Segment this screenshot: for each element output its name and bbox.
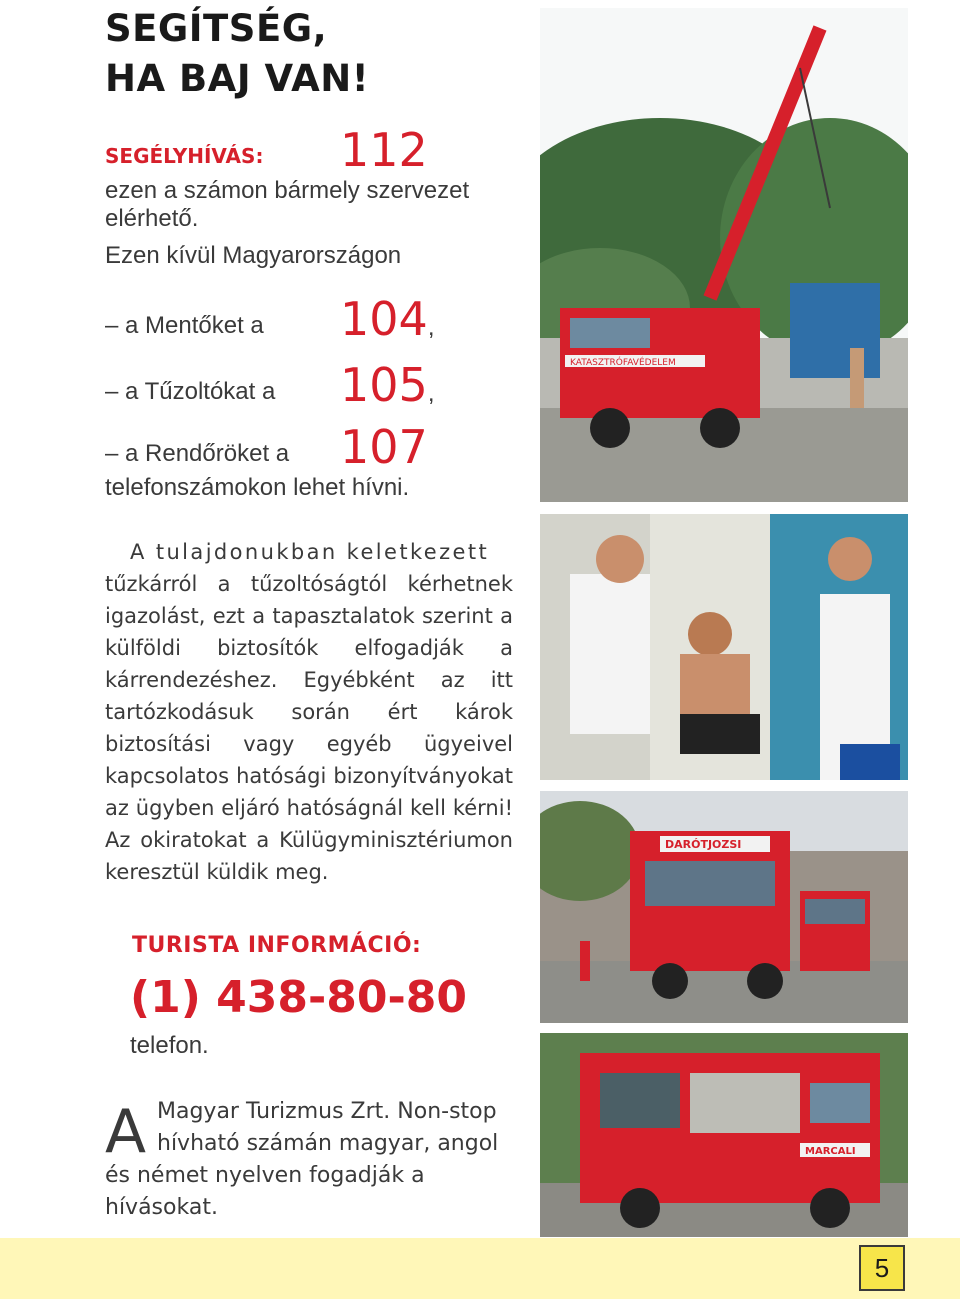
emergency-text-1: ezen a számon bármely szervezet xyxy=(105,177,470,204)
van-label: MARCALI xyxy=(805,1146,856,1157)
page-number: 5 xyxy=(859,1245,905,1291)
paragraph-first-line: A tulajdonukban keletkezett xyxy=(130,540,490,564)
closing-paragraph xyxy=(105,1096,515,1224)
closing-line-2: hívható számán magyar, angol xyxy=(157,1131,499,1156)
tourist-info-number: (1) 438-80-80 xyxy=(130,972,467,1023)
crane-label: KATASZTRÓFAVÉDELEM xyxy=(570,358,676,368)
page-title xyxy=(105,4,369,104)
row-number: 104, xyxy=(340,292,435,346)
emergency-text-2: elérhető. xyxy=(105,205,199,232)
emergency-closing: telefonszámokon lehet hívni. xyxy=(105,474,410,501)
photo-fire-trucks xyxy=(540,791,908,1023)
footer-band xyxy=(0,1238,960,1299)
row-number: 105, xyxy=(340,358,435,412)
photo-fire-van xyxy=(540,1033,908,1237)
emergency-text-3: Ezen kívül Magyarországon xyxy=(105,242,402,269)
tourist-info-label: TURISTA INFORMÁCIÓ: xyxy=(132,933,422,958)
info-paragraph xyxy=(105,536,513,888)
tourist-info-suffix: telefon. xyxy=(130,1032,209,1059)
truck-label: DARÓTJOZSI xyxy=(665,838,742,851)
drop-cap: A xyxy=(105,1097,147,1167)
photo-crane-truck xyxy=(540,8,908,502)
closing-line-1: Magyar Turizmus Zrt. Non-stop xyxy=(157,1099,497,1124)
row-label: – a Mentőket a xyxy=(105,312,264,339)
photo-first-aid xyxy=(540,514,908,780)
emergency-label: SEGÉLYHÍVÁS: xyxy=(105,144,264,168)
emergency-number: 112 xyxy=(340,123,428,177)
row-number: 107 xyxy=(340,420,428,474)
paragraph-body: tűzkárról a tűzoltóságtól kérhetnek igazolást, ezt a tapasztalatok szerint a külföldi biztosítók elfogadják a kárrendezéshez. Egyébként az itt tartózkodásuk során ért károk biztosítási vagy egyéb ügyeivel kapcsolatos hatósági bizonyítványokat az ügyben eljáró hatóságnál kell kérni! Az okiratokat a Külügyminisztériumon keresztül küldik meg. xyxy=(105,572,513,884)
title-line-2: HA BAJ VAN! xyxy=(105,57,370,100)
title-line-1: SEGÍTSÉG, xyxy=(105,7,328,50)
row-label: – a Rendőröket a xyxy=(105,440,290,467)
row-label: – a Tűzoltókat a xyxy=(105,378,276,405)
closing-rest: és német nyelven fogadják a hívásokat. xyxy=(105,1163,425,1220)
